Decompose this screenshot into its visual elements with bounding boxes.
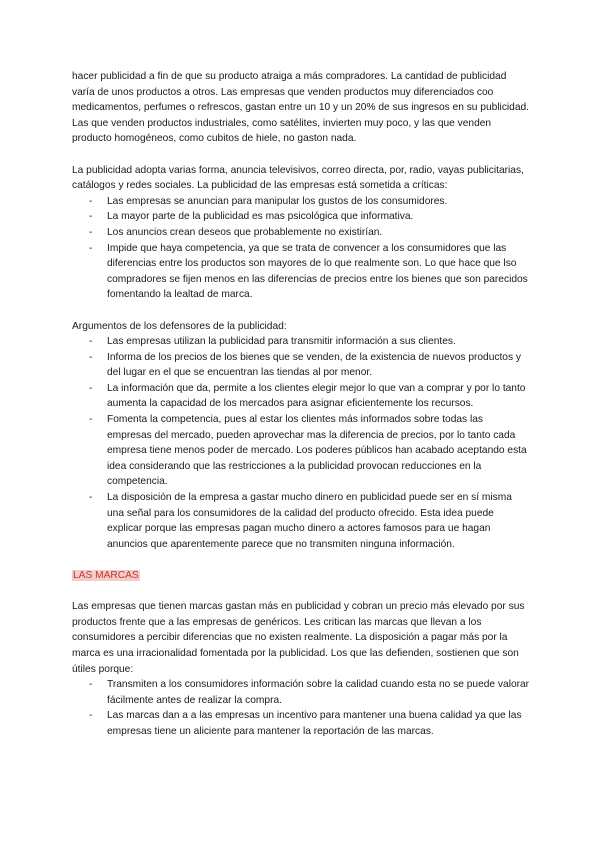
list-item: - La información que da, permite a los clientes elegir mejor lo que van a comprar y por lo tanto aumenta la capacidad de los mercados para asignar eficientemente los recursos. <box>89 382 526 410</box>
paragraph-intro: hacer publicidad a fin de que su producto atraiga a más compradores. La cantidad de publicidad varía de unos productos a otros. Las empresas que venden productos muy diferenciados coo medicamentos, perfumes o refrescos, gastan entre un 10 y un 20% de sus ingresos en su publicidad. Las que venden productos industriales, como satélites, invierten muy poco, y las que venden producto homogéneos, como cubitos de hiele, no gaston nada. <box>72 71 529 145</box>
list-marker: - <box>89 414 93 426</box>
list-item: - Las marcas dan a a las empresas un incentivo para mantener una buena calidad ya que las empresas tiene un aliciente para mantener la reportación de las marcas. <box>89 710 522 737</box>
list-item: - Fomenta la competencia, pues al estar los clientes más informados sobre todas las empresas del mercado, pueden aprovechar mas la diferencia de precios, por lo tanto cada empresa tiene menos poder de mercado. Los poderes públicos han acabado aceptando esta idea considerando que las restricciones a la publicidad provocan reducciones en la competencia. <box>89 414 527 488</box>
section-heading-wrapper <box>72 568 530 584</box>
list-marker: - <box>89 242 93 254</box>
spacer <box>72 552 530 568</box>
list-marker: - <box>89 226 93 238</box>
list-marker: - <box>89 351 93 363</box>
spacer <box>72 303 530 319</box>
section-heading-marcas: LAS MARCAS <box>73 570 139 581</box>
list-marker: - <box>89 679 93 691</box>
list-marker: - <box>89 336 93 348</box>
list-marker: - <box>89 211 93 223</box>
list-item: - Impide que haya competencia, ya que se trata de convencer a los consumidores que las diferencias entre los productos son mayores de lo que realmente son. Lo que hace que lso compradores se fijen menos en las diferencias de precios entre los bienes que son parecidos fomentando la lealtad de marca. <box>89 242 528 301</box>
spacer <box>72 147 530 163</box>
paragraph-defenders: Argumentos de los defensores de la publicidad: <box>72 320 287 332</box>
list-marker: - <box>89 710 93 722</box>
list-item: - Las empresas se anuncian para manipular los gustos de los consumidores. <box>72 194 530 210</box>
document-page <box>72 69 530 740</box>
list-item: - Los anuncios crean deseos que probablemente no existirían. <box>72 225 530 241</box>
list-item: - La disposición de la empresa a gastar mucho dinero en publicidad puede ser en sí misma una señal para los consumidores de la calidad del producto ofrecido. Esta idea puede explicar porque las empresas pagan mucho dinero a actores famosos para ue hagan anuncios que aparentemente parece que no transmiten ninguna información. <box>89 492 512 550</box>
list-item: - La mayor parte de la publicidad es mas psicológica que informativa. <box>72 209 530 225</box>
list-item: - Transmiten a los consumidores información sobre la calidad cuando esta no se puede valorar fácilmente antes de realizar la compra. <box>89 679 530 706</box>
list-item: - Las empresas utilizan la publicidad para transmitir información a sus clientes. <box>72 334 530 350</box>
paragraph-marcas: Las empresas que tienen marcas gastan más en publicidad y cobran un precio más elevado por sus productos frente que a las empresas de genéricos. Les critican las marcas que llevan a los consumidores a percibir diferencias que no existen realmente. La disposición a pagar más por la marca es una irracionalidad fomentada por la publicidad. Los que las defienden, sostienen que son útiles porque: <box>72 601 525 675</box>
defenders-list <box>72 334 530 552</box>
list-marker: - <box>89 492 93 504</box>
list-marker: - <box>89 382 93 394</box>
paragraph-critics: La publicidad adopta varias forma, anuncia televisivos, correo directa, por, radio, vayas publicitarias, catálogos y redes sociales. La publicidad de las empresas está sometida a críticas: <box>72 164 524 192</box>
list-marker: - <box>89 195 93 207</box>
marcas-list <box>72 677 530 739</box>
spacer <box>72 584 530 600</box>
critics-list <box>72 194 530 303</box>
list-item: - Informa de los precios de los bienes que se venden, de la existencia de nuevos productos y del lugar en el que se encuentran las tiendas al por menor. <box>89 351 521 379</box>
